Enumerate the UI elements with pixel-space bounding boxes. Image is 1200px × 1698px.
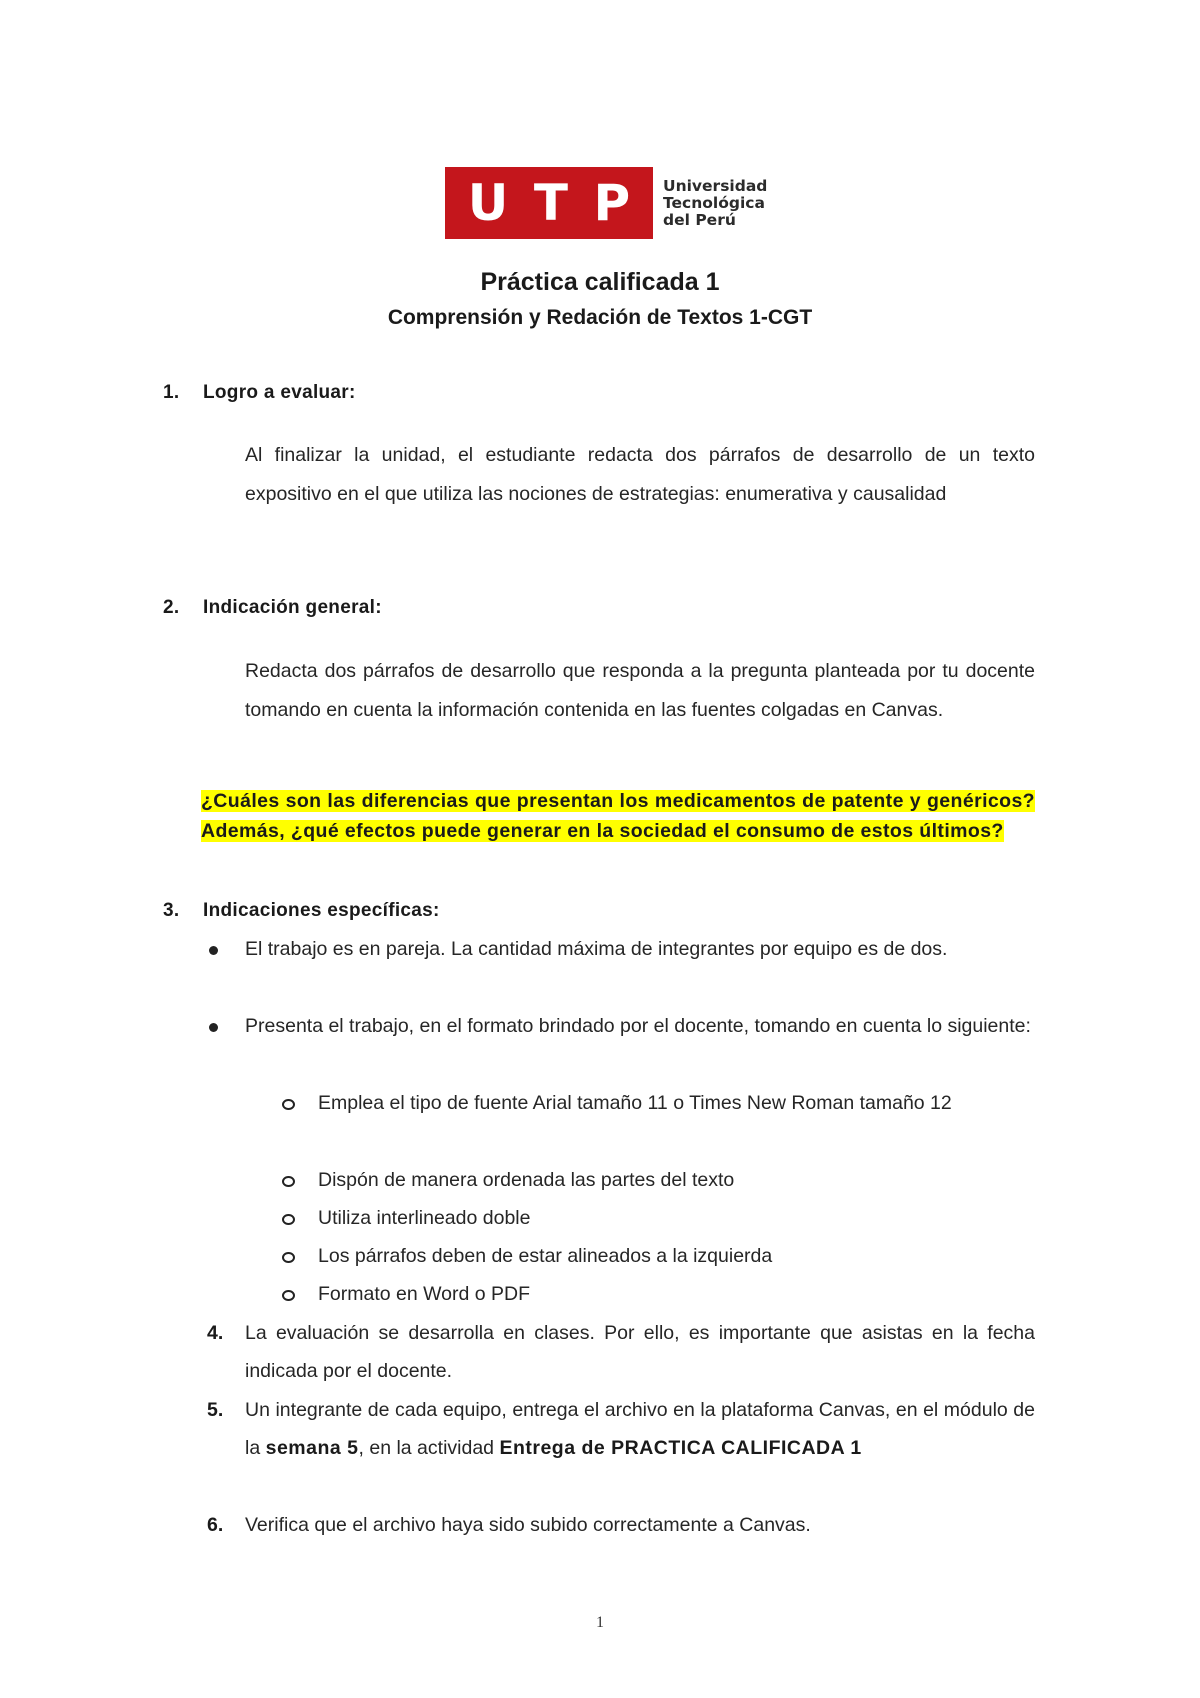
circle-bullet-icon: [282, 1099, 295, 1110]
circle-bullet-icon: [282, 1214, 295, 1225]
week-label: semana 5: [265, 1437, 359, 1459]
logo-letter-t: T: [533, 174, 569, 232]
logo-mark: [445, 167, 653, 239]
logo-letter-p: P: [593, 174, 631, 232]
logo-line-1: Universidad: [663, 176, 768, 195]
section-3-number: 3.: [163, 900, 180, 921]
circle-bullet-icon: [282, 1176, 295, 1187]
item-text-part-b: , en la actividad: [358, 1437, 500, 1459]
section-2-heading: [163, 597, 382, 619]
question-text: ¿Cuáles son las diferencias que presentan los medicamentos de patente y genéricos? Además, ¿qué efectos puede generar en la sociedad el consumo de estos últimos?: [201, 790, 1035, 842]
bullet-icon: [209, 1023, 218, 1032]
item-text: [245, 1391, 1035, 1467]
item-text: La evaluación se desarrolla en clases. Por ello, es importante que asistas en la fecha indicada por el docente.: [245, 1322, 1035, 1382]
section-3-title: Indicaciones específicas:: [203, 900, 440, 921]
item-number: 6.: [207, 1514, 224, 1536]
bullet-text: Presenta el trabajo, en el formato brindado por el docente, tomando en cuenta lo siguiente:: [245, 1015, 1031, 1037]
sub-item-text: Emplea el tipo de fuente Arial tamaño 11 o Times New Roman tamaño 12: [318, 1092, 952, 1114]
sub-item-text: Dispón de manera ordenada las partes del texto: [318, 1169, 735, 1191]
utp-logo: [445, 167, 767, 239]
logo-wordmark: [663, 178, 767, 229]
circle-bullet-icon: [282, 1252, 295, 1263]
logo-line-2: Tecnológica: [663, 193, 765, 212]
section-1-body: Al finalizar la unidad, el estudiante redacta dos párrafos de desarrollo de un texto expositivo en el que utiliza las nociones de estrategias: enumerativa y causalidad: [245, 444, 1035, 505]
section-3-heading: [163, 900, 440, 922]
sub-item-text: Formato en Word o PDF: [318, 1283, 531, 1305]
page-number: 1: [596, 1614, 604, 1631]
document-title: Práctica calificada 1: [480, 268, 720, 296]
activity-label: Entrega de PRACTICA CALIFICADA 1: [499, 1437, 862, 1459]
section-1-number: 1.: [163, 382, 180, 403]
item-text-part-a: Un integrante de cada equipo, entrega el archivo en la plataforma Canvas, en el módulo de la: [245, 1399, 1035, 1459]
section-2-number: 2.: [163, 597, 180, 618]
sub-item-text: Utiliza interlineado doble: [318, 1207, 531, 1229]
logo-letter-u: U: [467, 174, 509, 232]
section-2-title: Indicación general:: [203, 597, 382, 618]
item-number: 4.: [207, 1322, 224, 1344]
sub-item-text: Los párrafos deben de estar alineados a la izquierda: [318, 1245, 773, 1267]
section-2-body: Redacta dos párrafos de desarrollo que responda a la pregunta planteada por tu docente tomando en cuenta la información contenida en las fuentes colgadas en Canvas.: [245, 660, 1035, 721]
section-1-heading: [163, 382, 356, 404]
circle-bullet-icon: [282, 1290, 295, 1301]
highlighted-question: [201, 786, 1035, 846]
item-text: Verifica que el archivo haya sido subido correctamente a Canvas.: [245, 1514, 811, 1536]
logo-line-3: del Perú: [663, 210, 736, 229]
section-1-title: Logro a evaluar:: [203, 382, 356, 403]
bullet-icon: [209, 946, 218, 955]
item-number: 5.: [207, 1399, 224, 1421]
bullet-text: El trabajo es en pareja. La cantidad máxima de integrantes por equipo es de dos.: [245, 938, 948, 960]
document-subtitle: Comprensión y Redación de Textos 1-CGT: [387, 306, 813, 329]
